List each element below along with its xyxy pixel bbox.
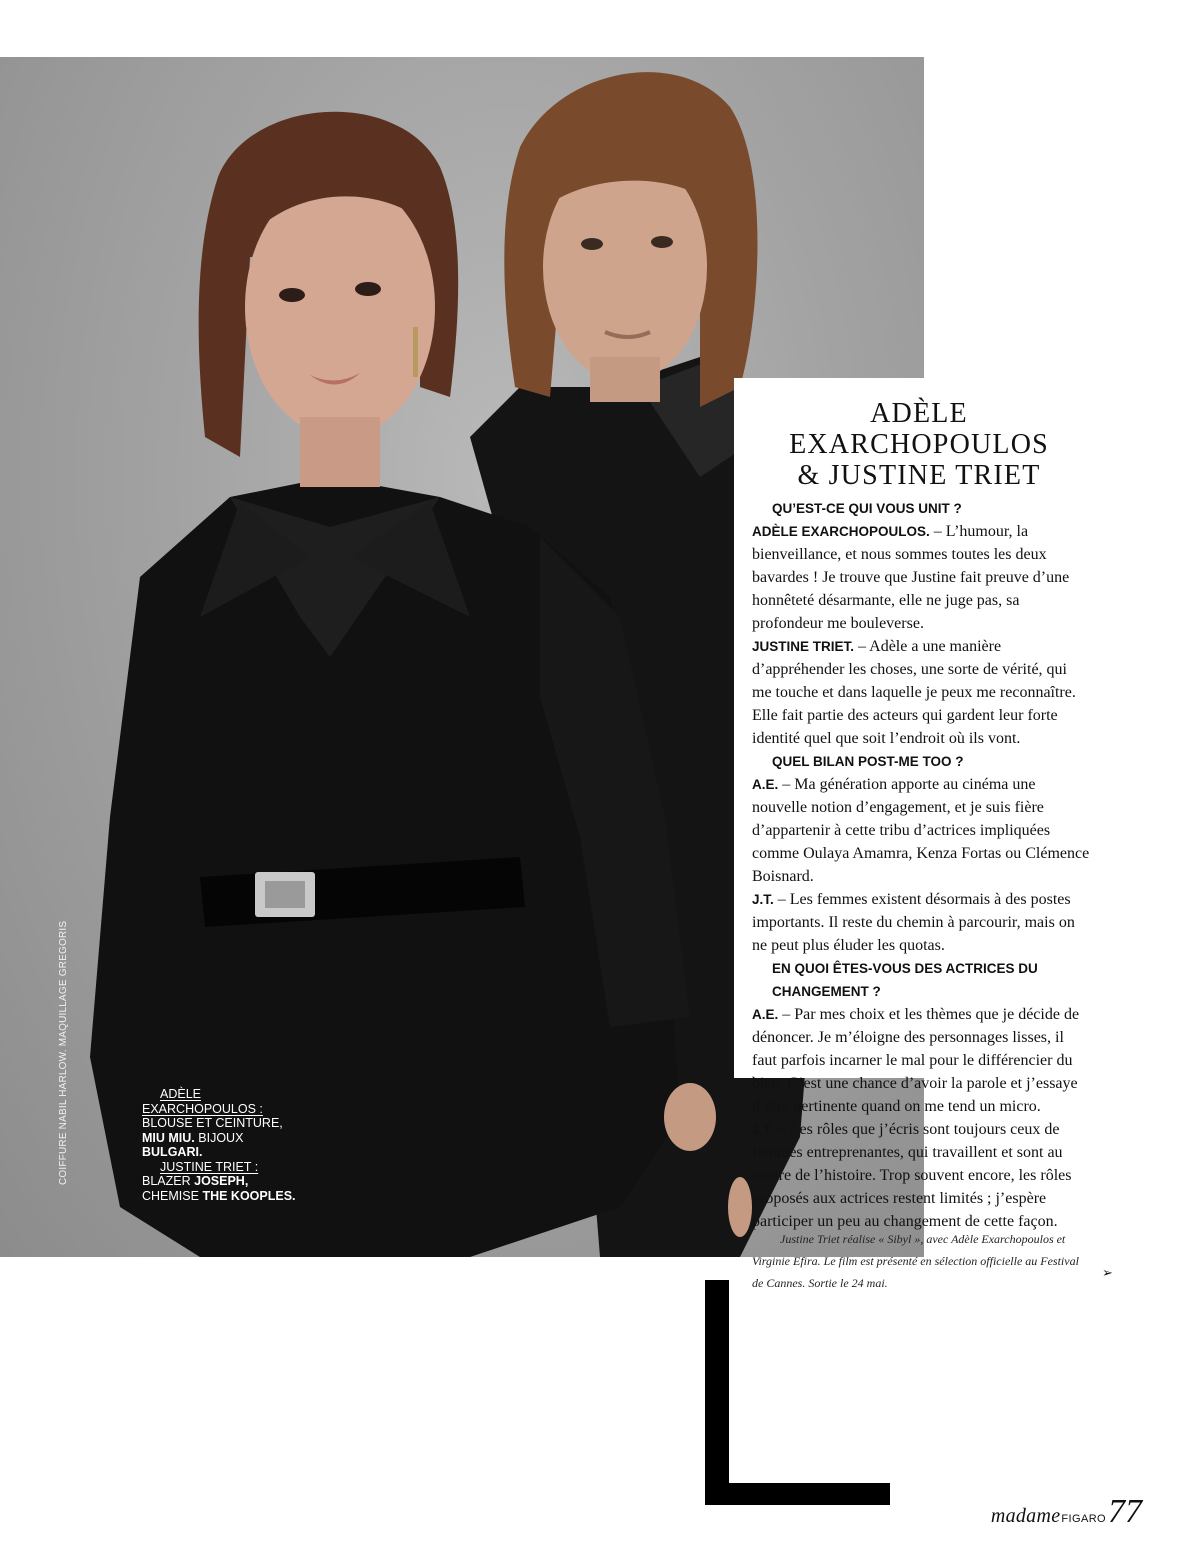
answer-1-text: – L’humour, la bienveillance, et nous sommes toutes les deux bavardes ! Je trouve que Justine fait preuve d’une honnêteté désarmante, elle ne juge pas, sa profondeur me bouleverse. <box>752 523 1070 632</box>
article-title <box>744 398 1094 491</box>
question-3: EN QUOI ÊTES-VOUS DES ACTRICES DU CHANGEMENT ? <box>772 961 1038 999</box>
caption-name-adele-line2: EXARCHOPOULOS : <box>142 1101 263 1116</box>
caption-line-2: BIJOUX <box>198 1130 244 1145</box>
answer-6-text: – Les rôles que j’écris sont toujours ceux de femmes entreprenantes, qui travaillent et sont au centre de l’histoire. Trop souvent encore, les rôles proposés aux actrices restent limités ; j’espère participer un peu au changement de cette façon. <box>752 1121 1072 1230</box>
speaker-justine: JUSTINE TRIET. <box>752 639 855 654</box>
answer-6 <box>752 1118 1090 1233</box>
title-line-1: ADÈLE <box>870 398 968 429</box>
continue-arrow-icon: ➢ <box>1102 1266 1113 1281</box>
page-number: 77 <box>1108 1493 1142 1530</box>
answer-2 <box>752 635 1090 750</box>
answer-3 <box>752 773 1090 888</box>
film-note-text: Justine Triet réalise « Sibyl », avec Adèle Exarchopoulos et Virginie Efira. Le film est présenté en sélection officielle au Festival de Cannes. Sortie le 24 mai. <box>752 1232 1079 1290</box>
decorative-l-vertical <box>705 1280 729 1505</box>
decorative-l-horizontal <box>705 1483 890 1505</box>
film-note <box>752 1228 1092 1294</box>
caption-brand-kooples: THE KOOPLES. <box>202 1188 296 1203</box>
brand-figaro: FIGARO <box>1061 1513 1106 1525</box>
question-1: QU’EST-CE QUI VOUS UNIT ? <box>772 501 962 516</box>
question-2: QUEL BILAN POST-ME TOO ? <box>772 754 964 769</box>
caption-line-4: CHEMISE <box>142 1188 199 1203</box>
answer-5-text: – Par mes choix et les thèmes que je décide de dénoncer. Je m’éloigne des personnages lisses, il faut parfois incarner le mal pour le différencier du bien. C’est une chance d’avoir la parole et j’essaye d’être pertinente quand on me tend un micro. <box>752 1006 1080 1115</box>
speaker-adele: ADÈLE EXARCHOPOULOS. <box>752 524 930 539</box>
caption-brand-miumiu: MIU MIU. <box>142 1130 195 1145</box>
title-line-3: & JUSTINE TRIET <box>797 460 1041 491</box>
speaker-jt: J.T. <box>752 892 774 907</box>
answer-5 <box>752 1003 1090 1118</box>
caption-name-adele: ADÈLE <box>160 1087 201 1101</box>
page-footer <box>990 1493 1142 1530</box>
photo-credit: COIFFURE NABIL HARLOW. MAQUILLAGE GREGORIS <box>58 920 69 1185</box>
speaker-ae-2: A.E. <box>752 1007 779 1022</box>
caption-brand-bulgari: BULGARI. <box>142 1145 203 1159</box>
answer-1 <box>752 520 1090 635</box>
caption-line-1: BLOUSE ET CEINTURE, <box>142 1116 283 1130</box>
speaker-jt-2: J.T. <box>752 1122 774 1137</box>
caption-line-3: BLAZER <box>142 1174 191 1188</box>
article-body <box>752 497 1090 1233</box>
brand-madame: madame <box>990 1505 1061 1527</box>
caption-brand-joseph: JOSEPH, <box>194 1174 249 1188</box>
caption-name-justine: JUSTINE TRIET : <box>160 1159 259 1174</box>
answer-2-text: – Adèle a une manière d’appréhender les choses, une sorte de vérité, qui me touche et dans laquelle je peux me reconnaître. Elle fait partie des acteurs qui gardent leur forte identité quel que soit l’endroit où ils vont. <box>752 638 1076 747</box>
answer-4-text: – Les femmes existent désormais à des postes importants. Il reste du chemin à parcourir, mais on ne peut plus éluder les quotas. <box>752 891 1075 954</box>
speaker-ae: A.E. <box>752 777 779 792</box>
photo-caption <box>142 1087 342 1203</box>
answer-4 <box>752 888 1090 957</box>
answer-3-text: – Ma génération apporte au cinéma une nouvelle notion d’engagement, et je suis fière d’appartenir à cette tribu d’actrices impliquées comme Oulaya Amamra, Kenza Fortas ou Clémence Boisnard. <box>752 776 1090 885</box>
title-line-2: EXARCHOPOULOS <box>789 429 1049 460</box>
